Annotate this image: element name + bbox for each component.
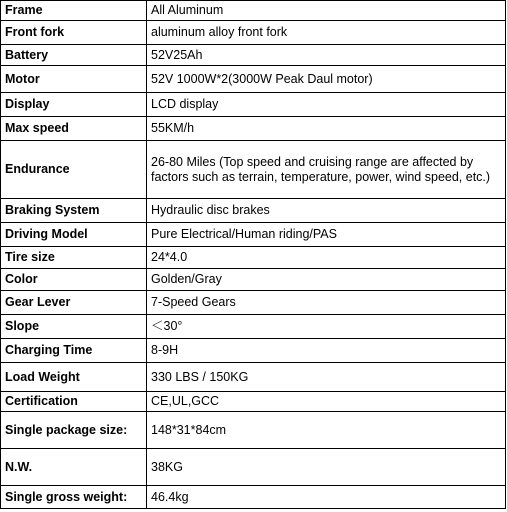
spec-value: aluminum alloy front fork [147, 21, 506, 45]
table-row [1, 21, 506, 45]
spec-label: N.W. [1, 449, 147, 486]
spec-value: Hydraulic disc brakes [147, 199, 506, 223]
spec-label: Gear Lever [1, 291, 147, 315]
spec-value: 24*4.0 [147, 247, 506, 269]
spec-value: 7-Speed Gears [147, 291, 506, 315]
spec-value: 52V25Ah [147, 45, 506, 66]
spec-value: LCD display [147, 93, 506, 117]
spec-label: Front fork [1, 21, 147, 45]
table-row [1, 93, 506, 117]
spec-label: Max speed [1, 117, 147, 141]
spec-value: 8-9H [147, 339, 506, 363]
spec-value: 46.4kg [147, 486, 506, 509]
spec-label: Load Weight [1, 363, 147, 392]
spec-label: Braking System [1, 199, 147, 223]
spec-label: Display [1, 93, 147, 117]
spec-value: Pure Electrical/Human riding/PAS [147, 223, 506, 247]
table-row [1, 339, 506, 363]
spec-value: 55KM/h [147, 117, 506, 141]
table-row [1, 223, 506, 247]
table-row [1, 247, 506, 269]
spec-label: Frame [1, 1, 147, 21]
spec-value: 148*31*84cm [147, 412, 506, 449]
spec-label: Color [1, 269, 147, 291]
table-row [1, 449, 506, 486]
table-row [1, 269, 506, 291]
spec-value: 26-80 Miles (Top speed and cruising range are affected by factors such as terrain, temperature, power, wind speed, etc.) [147, 141, 506, 199]
spec-value: 38KG [147, 449, 506, 486]
table-row [1, 363, 506, 392]
spec-label: Slope [1, 315, 147, 339]
table-row [1, 199, 506, 223]
table-row [1, 392, 506, 412]
table-row [1, 315, 506, 339]
spec-label: Charging Time [1, 339, 147, 363]
spec-label: Endurance [1, 141, 147, 199]
table-row [1, 291, 506, 315]
table-row [1, 45, 506, 66]
spec-label: Single package size: [1, 412, 147, 449]
table-row [1, 412, 506, 449]
table-row [1, 141, 506, 199]
spec-label: Tire size [1, 247, 147, 269]
spec-value: 330 LBS / 150KG [147, 363, 506, 392]
spec-value: CE,UL,GCC [147, 392, 506, 412]
spec-label: Motor [1, 66, 147, 93]
spec-value: 52V 1000W*2(3000W Peak Daul motor) [147, 66, 506, 93]
table-row [1, 486, 506, 509]
table-row [1, 117, 506, 141]
spec-value: All Aluminum [147, 1, 506, 21]
spec-label: Battery [1, 45, 147, 66]
spec-value: Golden/Gray [147, 269, 506, 291]
spec-value: ＜30° [147, 315, 506, 339]
spec-label: Certification [1, 392, 147, 412]
table-row [1, 1, 506, 21]
table-row [1, 66, 506, 93]
spec-label: Single gross weight: [1, 486, 147, 509]
spec-label: Driving Model [1, 223, 147, 247]
